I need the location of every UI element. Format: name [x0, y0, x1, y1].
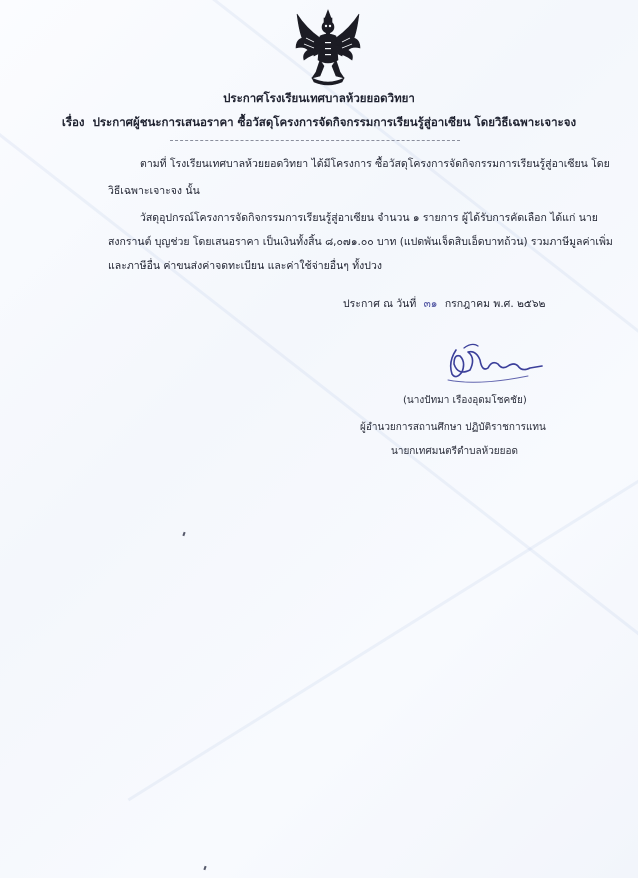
paragraph-2-line-1: วัสดุอุปกรณ์โครงการจัดกิจกรรมการเรียนรู้สู่อาเซียน จำนวน ๑ รายการ ผู้ได้รับการคัดเลือก ได้แก่ นาย — [140, 212, 598, 224]
garuda-emblem-icon — [294, 8, 362, 88]
announce-day: ๓๑ — [423, 298, 438, 310]
announce-month-year: กรกฎาคม พ.ศ. ๒๕๖๒ — [444, 298, 546, 310]
signer-name: (นางปัทมา เรืองอุดมโชคชัย) — [403, 395, 527, 406]
signer-position-line-2: นายกเทศมนตรีตำบลห้วยยอด — [391, 446, 519, 457]
signer-position-line-1: ผู้อำนวยการสถานศึกษา ปฏิบัติราชการแทน — [360, 422, 546, 433]
subject-label: เรื่อง — [61, 115, 85, 129]
announce-prefix: ประกาศ ณ วันที่ — [343, 298, 417, 310]
scan-sheen — [128, 322, 638, 801]
paragraph-1-line-1: ตามที่ โรงเรียนเทศบาลห้วยยอดวิทยา ได้มีโครงการ ซื้อวัสดุโครงการจัดกิจกรรมการเรียนรู้สู่อาเซียน โดย — [140, 158, 610, 170]
subject-text: ประกาศผู้ชนะการเสนอราคา ซื้อวัสดุโครงการจัดกิจกรรมการเรียนรู้สู่อาเซียน โดยวิธีเฉพาะเจาะจง — [92, 115, 577, 129]
announcement-date — [343, 295, 545, 312]
scan-speck — [203, 866, 206, 870]
paragraph-1-line-2: วิธีเฉพาะเจาะจง นั้น — [108, 185, 200, 197]
document-subject — [0, 114, 638, 132]
handwritten-signature-icon — [418, 336, 548, 388]
scan-speck — [182, 532, 185, 536]
divider — [170, 140, 460, 141]
paragraph-2-line-3: และภาษีอื่น ค่าขนส่งค่าจดทะเบียน และค่าใช้จ่ายอื่นๆ ทั้งปวง — [108, 260, 382, 272]
document-issuer: ประกาศโรงเรียนเทศบาลห้วยยอดวิทยา — [223, 91, 415, 105]
paragraph-2-line-2: สงกรานต์ บุญช่วย โดยเสนอราคา เป็นเงินทั้งสิ้น ๘,๐๗๑.๐๐ บาท (แปดพันเจ็ดสิบเอ็ดบาทถ้วน) รวมภาษีมูลค่าเพิ่ม — [108, 236, 613, 248]
